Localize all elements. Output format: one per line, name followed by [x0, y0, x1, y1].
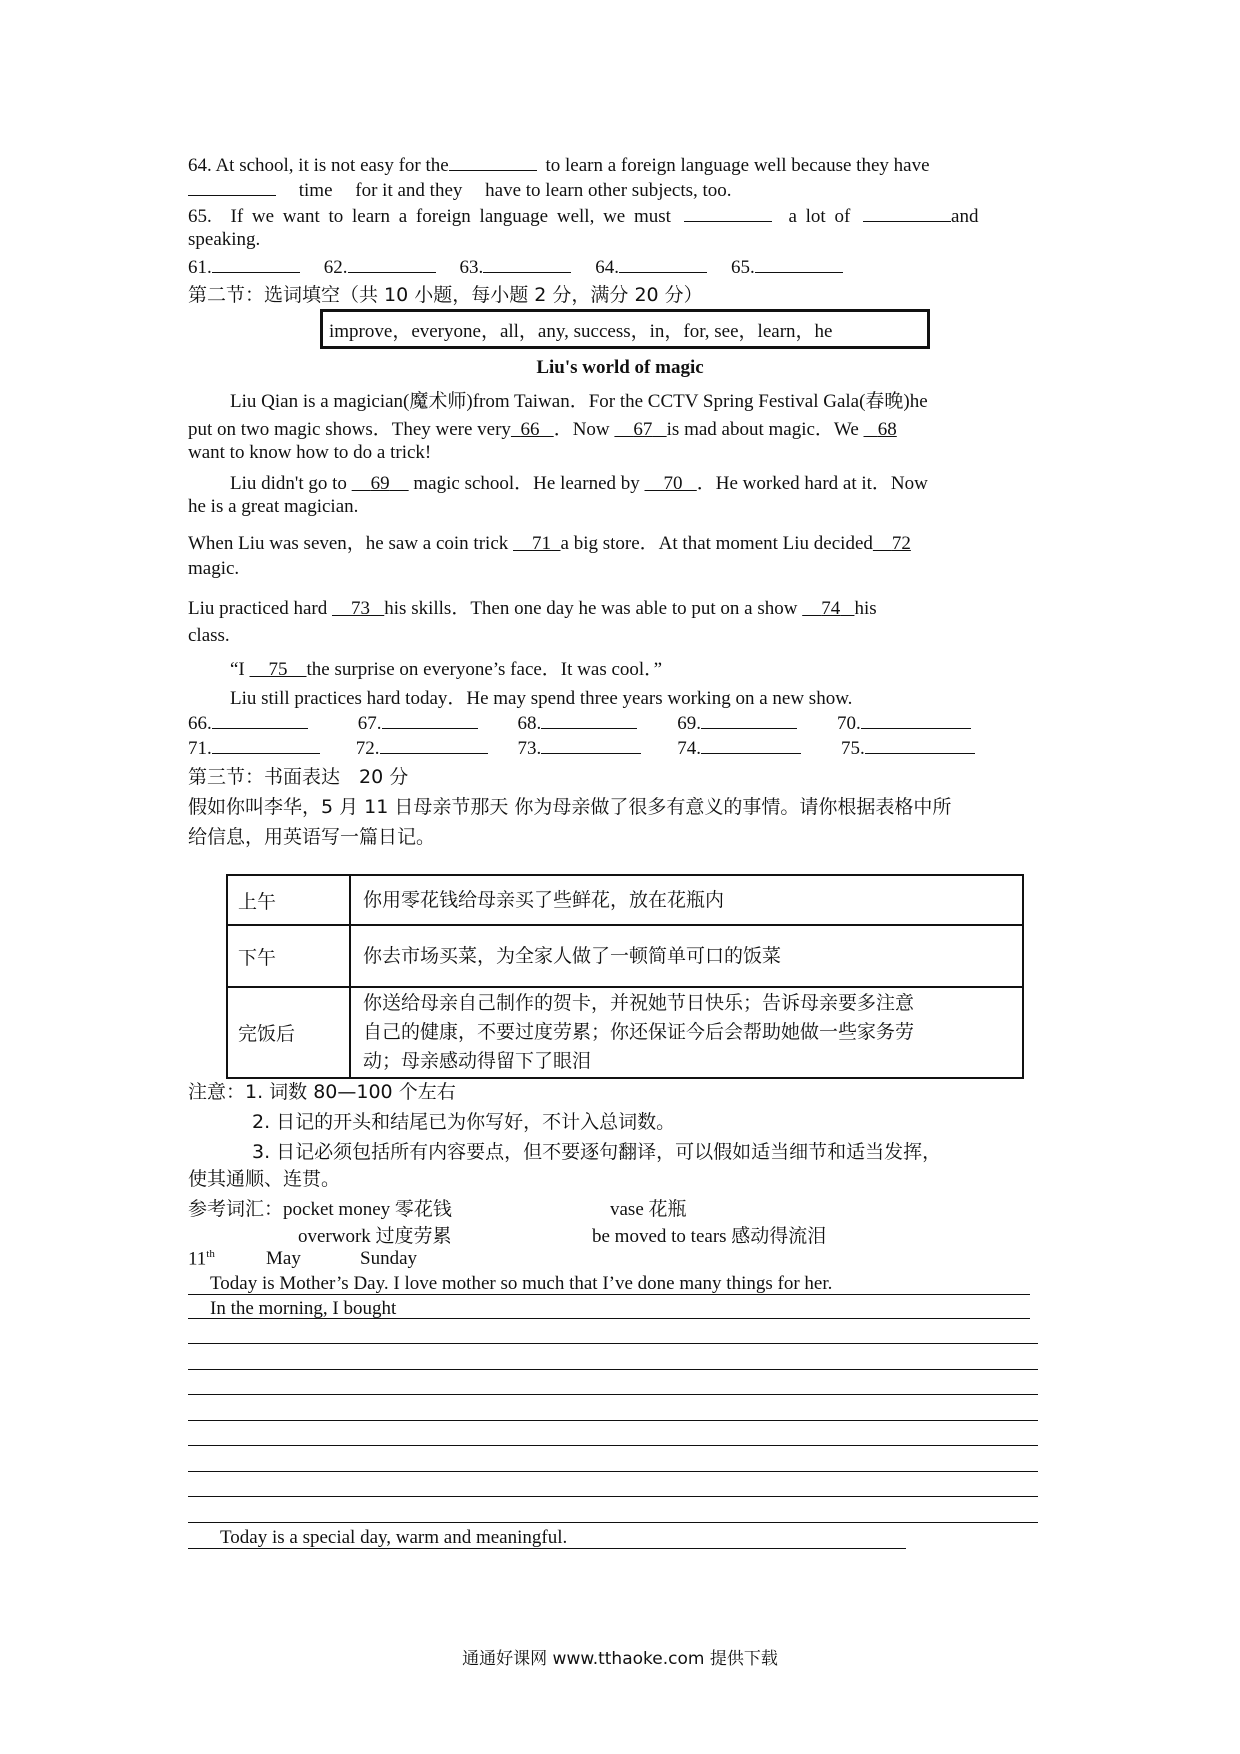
q65-blank-2[interactable]	[863, 203, 951, 222]
answer-blank-71[interactable]	[212, 735, 320, 754]
q64-blank-2[interactable]	[188, 177, 276, 196]
q65-line2	[188, 229, 260, 251]
answer-blank-65[interactable]	[755, 254, 843, 273]
blank-74-number: 74	[821, 598, 841, 619]
blank-67-number: 67	[633, 419, 653, 440]
vocab-row1	[188, 1194, 452, 1221]
table-cell-time: 完饭后	[227, 987, 350, 1078]
answer-blank-62[interactable]	[348, 254, 436, 273]
answer-label-70: 70.	[837, 713, 861, 734]
diary-line-1: Today is Mother’s Day. I love mother so much that I’ve done many things for her.	[210, 1273, 833, 1294]
answer-blank-63[interactable]	[483, 254, 571, 273]
blank-69-number: 69	[370, 473, 390, 494]
blank-71[interactable]	[513, 533, 561, 554]
p6-line1: Liu still practices hard today．He may spend three years working on a new show.	[230, 688, 853, 709]
word-box	[320, 309, 930, 349]
q64-text-b: to learn a foreign language well because they have	[545, 155, 930, 176]
table-row	[227, 875, 1023, 925]
answer-blank-67[interactable]	[382, 710, 478, 729]
diary-weekday: Sunday	[360, 1248, 417, 1269]
q64-text-c: time	[298, 180, 333, 201]
p5-text-b: the surprise on everyone’s face．It was cool．”	[306, 659, 663, 680]
table-cell-content	[350, 875, 1023, 925]
p4-text-b: his skills．Then one day he was able to put on a show	[384, 598, 798, 619]
blank-71-number: 71	[532, 533, 552, 554]
p4-text-a: Liu practiced hard	[188, 598, 328, 619]
table-content-line: 你送给母亲自己制作的贺卡，并祝她节日快乐；告诉母亲要多注意	[363, 992, 915, 1014]
answers-66-70	[188, 710, 971, 735]
q65-text-a: 65.	[188, 206, 212, 227]
answer-label-72: 72.	[355, 738, 380, 759]
p1-text-b: put on two magic shows．They were very	[188, 419, 511, 440]
p1-line1: Liu Qian is a magician(魔术师)from Taiwan．For the CCTV Spring Festival Gala(春晚)he	[230, 391, 928, 412]
table-cell-content	[350, 987, 1023, 1078]
answer-label-63: 63.	[459, 257, 484, 278]
p3-text-a: When Liu was seven，he saw a coin trick	[188, 533, 509, 554]
p5-text-a: “I	[230, 659, 245, 680]
vocab-label: 参考词汇：	[188, 1198, 284, 1220]
answer-label-71: 71.	[188, 738, 212, 759]
writing-line	[188, 1548, 906, 1549]
p2-text-c: ．He worked hard at it．Now	[696, 473, 928, 494]
p1-line2	[188, 414, 897, 441]
answer-blank-66[interactable]	[212, 710, 308, 729]
blank-73-number: 73	[351, 598, 371, 619]
answer-label-74: 74.	[677, 738, 701, 759]
diary-line-2: In the morning, I bought	[210, 1298, 397, 1319]
blank-66-number: 66	[520, 419, 540, 440]
vocab-word-2: vase 花瓶	[610, 1199, 687, 1220]
p4-text-c: his	[854, 598, 877, 619]
blank-70[interactable]	[645, 473, 697, 494]
q64-line1	[188, 152, 930, 177]
section3-intro-line1: 假如你叫李华，5 月 11 日母亲节那天 你为母亲做了很多有意义的事情。请你根据表格中所	[188, 796, 952, 818]
q65-text-d: and	[951, 206, 979, 227]
p2-line1	[230, 468, 928, 495]
table-content-line: 你去市场买菜，为全家人做了一顿简单可口的饭菜	[363, 944, 782, 967]
q64-line2	[188, 177, 732, 202]
answer-blank-74[interactable]	[701, 735, 801, 754]
answer-label-69: 69.	[677, 713, 701, 734]
table-content-line: 你用零花钱给母亲买了些鲜花，放在花瓶内	[363, 888, 725, 911]
p2-text-a: Liu didn't go to	[230, 473, 347, 494]
answer-label-68: 68.	[517, 713, 542, 734]
vocab-word-3: overwork 过度劳累	[298, 1226, 452, 1247]
note-1: 注意：1. 词数 80—100 个左右	[188, 1081, 456, 1103]
table-row	[227, 925, 1023, 987]
note-2: 2. 日记的开头和结尾已为你写好，不计入总词数。	[252, 1111, 676, 1133]
page-footer: 通通好课网 www.tthaoke.com 提供下载	[462, 1649, 778, 1669]
section3-intro-line2: 给信息，用英语写一篇日记。	[188, 826, 436, 848]
blank-74[interactable]	[802, 598, 854, 619]
answer-blank-64[interactable]	[619, 254, 707, 273]
table-content-line: 自己的健康，不要过度劳累；你还保证今后会帮助她做一些家务劳	[363, 1021, 915, 1043]
writing-line[interactable]	[188, 1343, 1038, 1344]
table-cell-time: 上午	[227, 875, 350, 925]
answer-label-66: 66.	[188, 713, 212, 734]
answer-blank-72[interactable]	[380, 735, 488, 754]
diary-closing: Today is a special day, warm and meaningful.	[220, 1527, 568, 1548]
writing-line[interactable]	[188, 1420, 1038, 1421]
answer-blank-61[interactable]	[212, 254, 300, 273]
writing-line[interactable]	[188, 1471, 1038, 1472]
vocab-word-1: pocket money 零花钱	[283, 1199, 452, 1220]
table-row	[227, 987, 1023, 1078]
table-content-line: 动；母亲感动得留下了眼泪	[363, 1050, 592, 1072]
answer-blank-68[interactable]	[541, 710, 637, 729]
blank-67[interactable]	[614, 419, 666, 440]
section2-heading: 第二节：选词填空（共 10 小题，每小题 2 分，满分 20 分）	[188, 284, 703, 306]
writing-line[interactable]	[188, 1394, 1038, 1395]
p5-line1	[230, 654, 662, 681]
note-3-continued: 使其通顺、连贯。	[188, 1168, 341, 1190]
answer-label-75: 75.	[841, 738, 865, 759]
p2-text-b: magic school．He learned by	[413, 473, 640, 494]
info-table	[226, 874, 1024, 1079]
q65-text-c: a lot of	[788, 206, 851, 227]
writing-line[interactable]	[188, 1318, 1030, 1319]
q65-line1	[188, 203, 978, 228]
answer-label-61: 61.	[188, 257, 212, 278]
blank-72[interactable]	[873, 533, 911, 554]
p2-line2: he is a great magician.	[188, 496, 359, 517]
diary-day: 11	[188, 1248, 207, 1270]
p1-text-d: is mad about magic．We	[666, 419, 859, 440]
diary-date	[188, 1248, 215, 1270]
blank-70-number: 70	[663, 473, 683, 494]
p4-line2: class.	[188, 625, 230, 646]
blank-73[interactable]	[332, 598, 384, 619]
p3-line2: magic.	[188, 558, 240, 579]
q64-blank-1[interactable]	[449, 152, 537, 171]
q64-text-a: 64. At school, it is not easy for the	[188, 155, 449, 176]
p1-text-c: ．Now	[553, 419, 610, 440]
diary-month: May	[266, 1248, 301, 1269]
p3-line1	[188, 528, 911, 555]
p4-line1	[188, 593, 877, 620]
writing-line[interactable]	[188, 1522, 1038, 1523]
vocab-word-4: be moved to tears 感动得流泪	[592, 1226, 827, 1247]
writing-line	[188, 1294, 1030, 1295]
table-cell-content	[350, 925, 1023, 987]
blank-68-number: 68	[877, 419, 897, 440]
blank-66[interactable]	[511, 419, 554, 440]
p1-line3: want to know how to do a trick!	[188, 442, 432, 463]
passage-title: Liu's world of magic	[536, 357, 704, 378]
answer-blank-69[interactable]	[701, 710, 797, 729]
table-cell-time: 下午	[227, 925, 350, 987]
answer-label-64: 64.	[595, 257, 619, 278]
diary-day-suffix: th	[206, 1248, 215, 1260]
q65-text-e: speaking.	[188, 229, 261, 250]
blank-68[interactable]	[864, 419, 897, 440]
answers-71-75	[188, 735, 975, 760]
answers-61-65	[188, 254, 843, 279]
q65-blank-1[interactable]	[684, 203, 772, 222]
p3-text-b: a big store．At that moment Liu decided	[560, 533, 873, 554]
section3-heading: 第三节：书面表达 20 分	[188, 766, 409, 788]
writing-line[interactable]	[188, 1445, 1038, 1446]
q64-text-d: for it and they	[355, 180, 463, 201]
q64-text-e: have to learn other subjects, too.	[485, 180, 732, 201]
answer-label-65: 65.	[731, 257, 755, 278]
answer-blank-70[interactable]	[861, 710, 971, 729]
answer-blank-75[interactable]	[865, 735, 975, 754]
blank-72-number: 72	[891, 533, 911, 554]
note-3: 3. 日记必须包括所有内容要点，但不要逐句翻译，可以假如适当细节和适当发挥，	[252, 1141, 942, 1163]
blank-75[interactable]	[250, 659, 307, 680]
writing-line[interactable]	[188, 1496, 1038, 1497]
writing-line[interactable]	[188, 1369, 1038, 1370]
blank-75-number: 75	[268, 659, 288, 680]
blank-69[interactable]	[352, 473, 409, 494]
word-box-text: improve，everyone，all，any, success，in，for, see，learn，he	[329, 320, 833, 342]
answer-label-62: 62.	[323, 257, 348, 278]
q65-text-b: If we want to learn a foreign language well, we must	[230, 206, 671, 227]
answer-label-73: 73.	[517, 738, 542, 759]
answer-blank-73[interactable]	[541, 735, 641, 754]
answer-label-67: 67.	[357, 713, 382, 734]
